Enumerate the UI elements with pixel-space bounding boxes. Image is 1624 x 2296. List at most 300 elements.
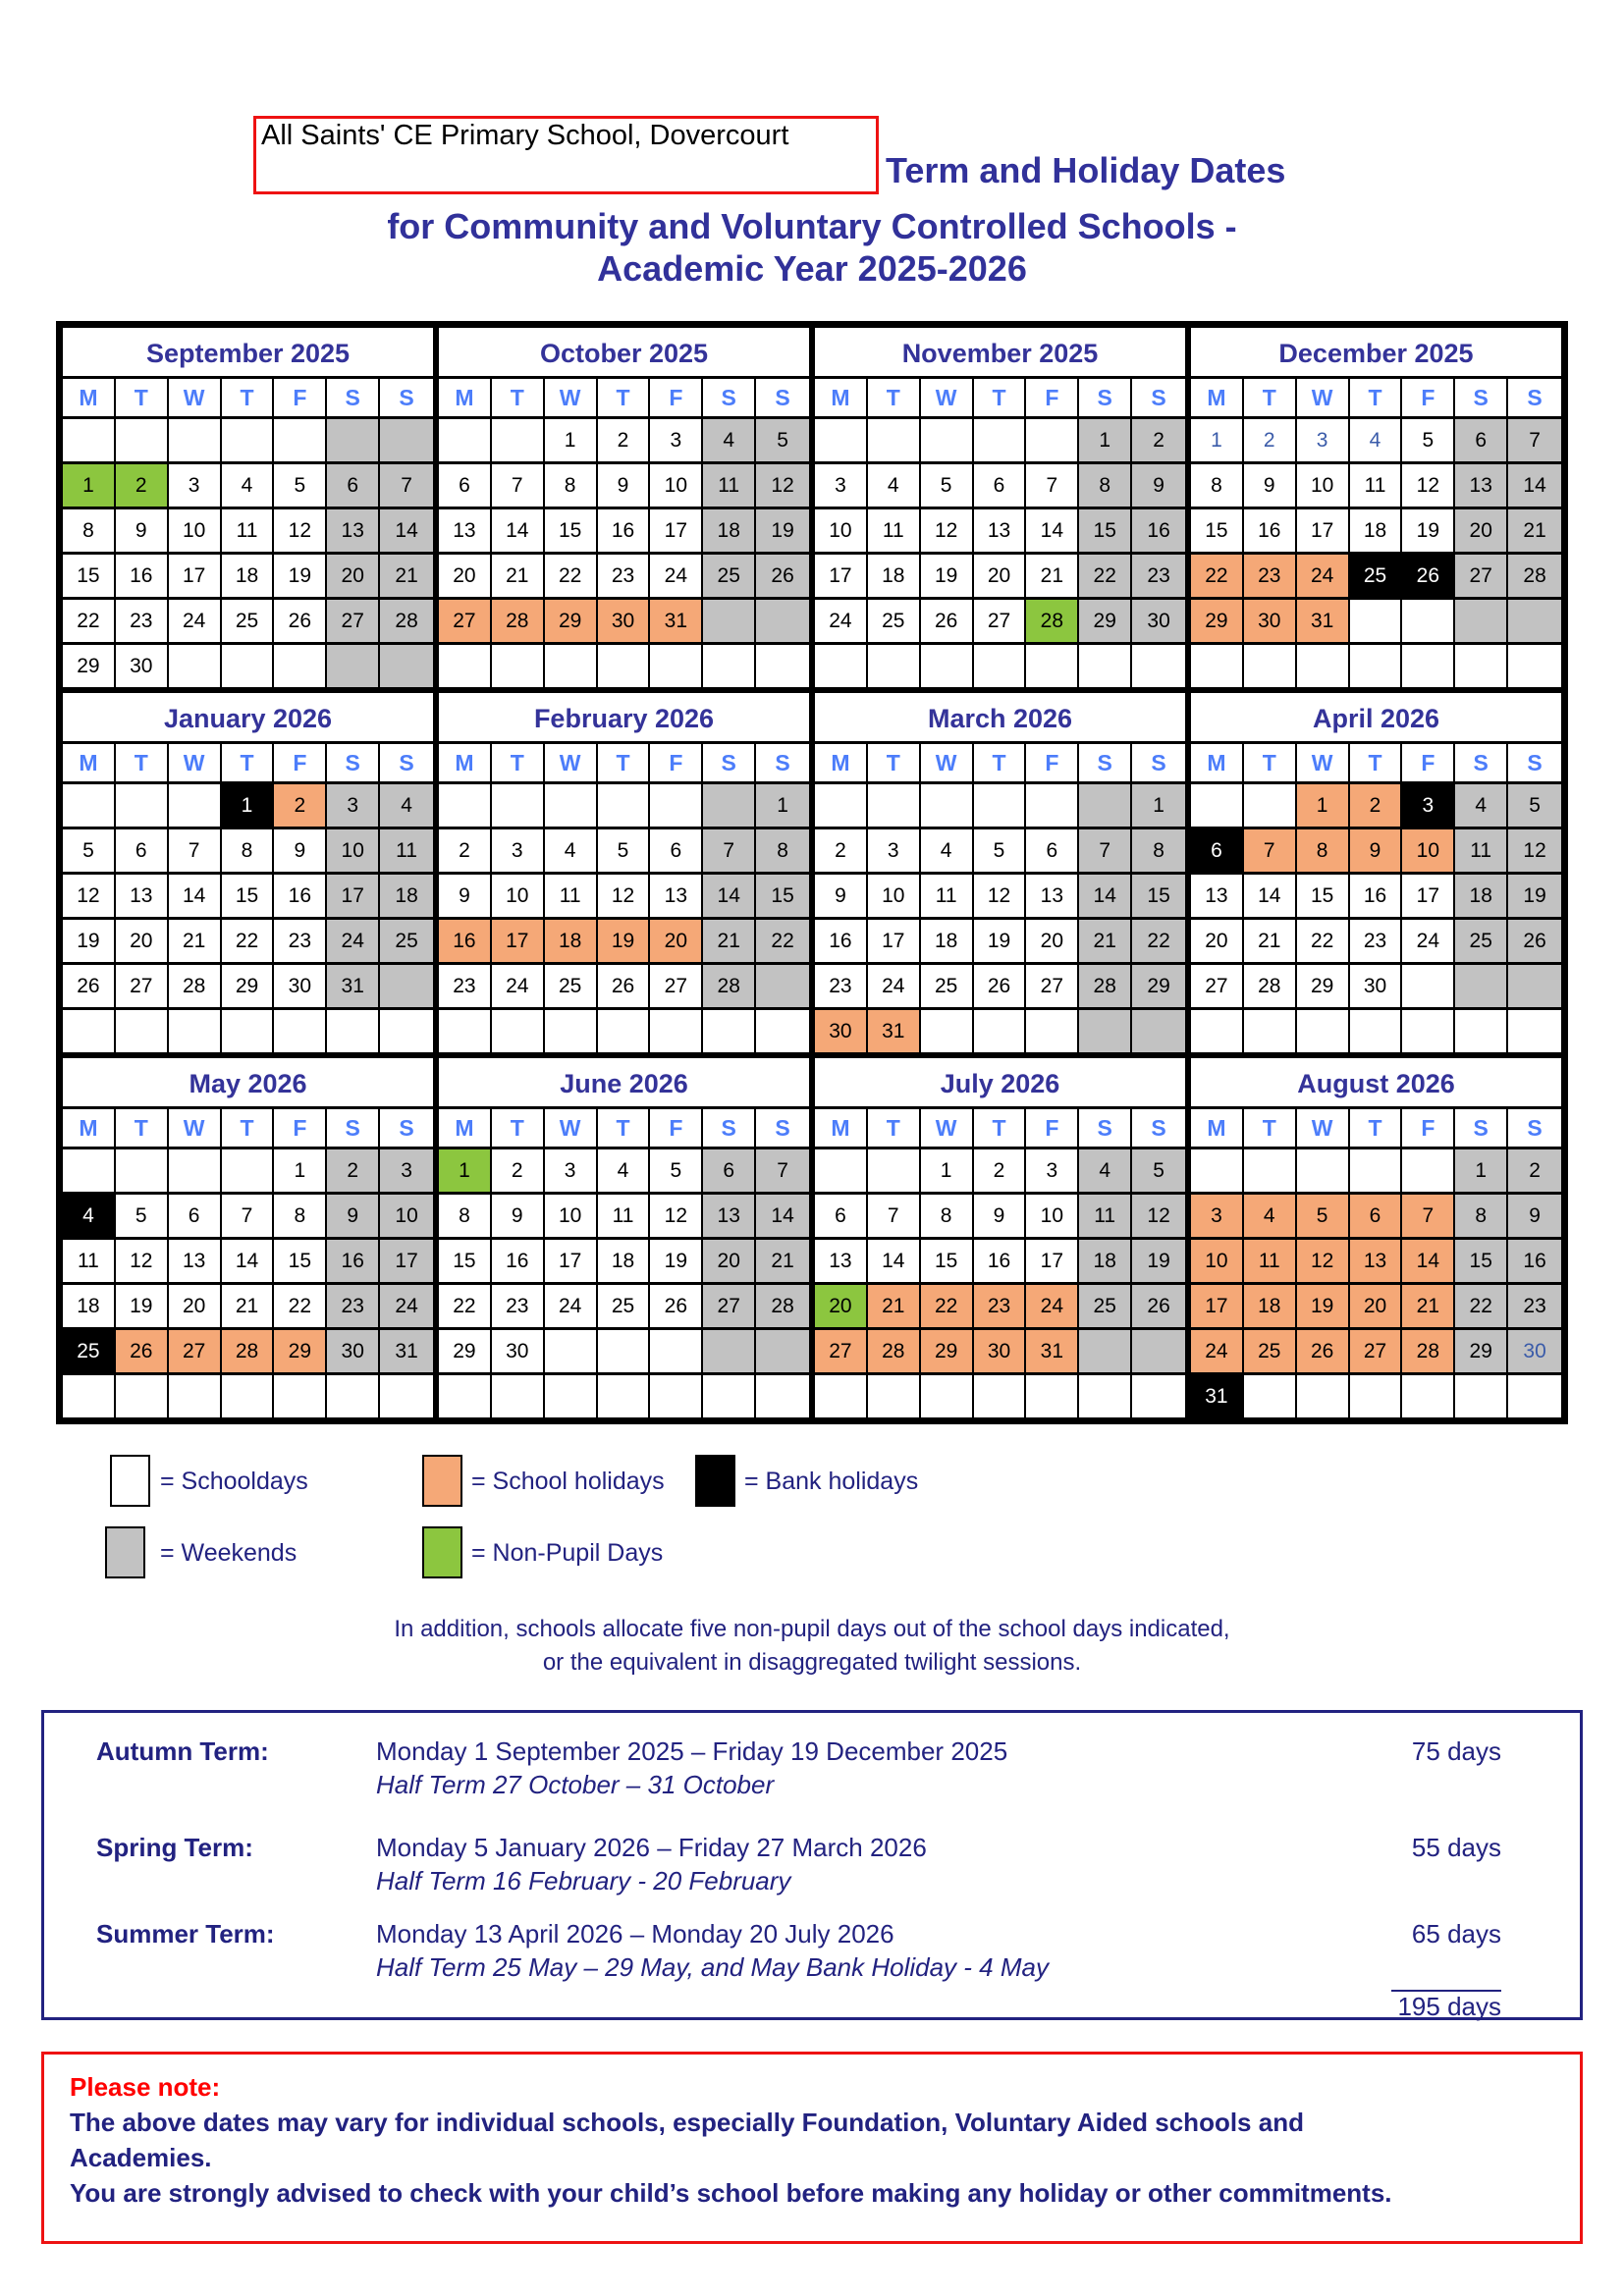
august-2026-day-13: 13 [1350,1240,1403,1282]
december-2025-day-10: 10 [1297,464,1350,507]
empty-cell [1079,1375,1132,1417]
september-2025-day-8: 8 [63,509,116,552]
week-row [1191,920,1561,965]
empty-cell [169,645,222,687]
month-title-april-2026: April 2026 [1191,693,1561,744]
dow-letter: S [1455,1109,1508,1147]
august-2026-day-18: 18 [1244,1285,1297,1327]
empty-cell [1244,645,1297,687]
november-2025-day-21: 21 [1026,555,1079,597]
may-2026-day-18: 18 [63,1285,116,1327]
week-row [1191,1375,1561,1417]
december-2025-day-2: 2 [1244,419,1297,461]
march-2026-day-12: 12 [974,875,1027,917]
december-2025-day-16: 16 [1244,509,1297,552]
january-2026-day-27: 27 [116,965,169,1007]
october-2025-day-17: 17 [650,509,703,552]
week-row [63,1149,433,1195]
empty-cell [974,1375,1027,1417]
september-2025-day-11: 11 [222,509,275,552]
dow-letter: S [756,744,809,781]
january-2026-day-13: 13 [116,875,169,917]
dow-letter: W [1297,379,1350,416]
month-title-may-2026: May 2026 [63,1058,433,1109]
empty-cell [1508,645,1561,687]
august-2026-day-3: 3 [1191,1195,1244,1237]
august-2026-day-22: 22 [1455,1285,1508,1327]
may-2026-day-7: 7 [222,1195,275,1237]
week-row [439,555,809,600]
dow-letter: S [1508,744,1561,781]
may-2026-day-13: 13 [169,1240,222,1282]
november-2025-day-4: 4 [868,464,921,507]
november-2025-day-25: 25 [868,600,921,642]
may-2026-day-10: 10 [380,1195,433,1237]
dow-letter: F [1026,379,1079,416]
dow-letter: T [598,1109,651,1147]
february-2026-day-3: 3 [492,829,545,872]
december-2025-day-4: 4 [1350,419,1403,461]
dow-letter: S [756,379,809,416]
empty-cell [815,1375,868,1417]
april-2026-day-14: 14 [1244,875,1297,917]
may-2026-day-11: 11 [63,1240,116,1282]
may-2026-day-4: 4 [63,1195,116,1237]
dow-letter: M [1191,744,1244,781]
week-row [439,829,809,875]
empty-cell [327,1010,380,1052]
may-2026-day-25: 25 [63,1330,116,1372]
february-2026-day-18: 18 [545,920,598,962]
week-row [815,464,1185,509]
dow-letter: M [439,379,492,416]
week-row [1191,965,1561,1010]
dow-letter: T [974,379,1027,416]
month-title-september-2025: September 2025 [63,328,433,379]
week-row [1191,1149,1561,1195]
august-2026-day-14: 14 [1402,1240,1455,1282]
march-2026-day-27: 27 [1026,965,1079,1007]
empty-cell [545,1375,598,1417]
dow-letter: T [868,379,921,416]
april-2026-day-12: 12 [1508,829,1561,872]
empty-cell [274,1375,327,1417]
week-row [63,1375,433,1417]
april-2026-day-9: 9 [1350,829,1403,872]
empty-cell [1079,1330,1132,1372]
dow-letter: S [1508,379,1561,416]
july-2026-day-17: 17 [1026,1240,1079,1282]
dow-letter: S [380,744,433,781]
dow-letter: S [1455,744,1508,781]
week-row [439,1149,809,1195]
dow-letter: F [274,744,327,781]
may-2026-day-6: 6 [169,1195,222,1237]
december-2025-day-28: 28 [1508,555,1561,597]
week-row [815,1285,1185,1330]
empty-cell [1508,600,1561,642]
april-2026-day-1: 1 [1297,784,1350,827]
dow-letter: S [1132,1109,1185,1147]
week-row [439,1240,809,1285]
july-2026-day-1: 1 [921,1149,974,1192]
dow-letter: T [116,744,169,781]
empty-cell [703,1330,756,1372]
empty-cell [1132,1330,1185,1372]
dow-letter: S [703,379,756,416]
may-2026-day-16: 16 [327,1240,380,1282]
march-2026-day-30: 30 [815,1010,868,1052]
february-2026-day-11: 11 [545,875,598,917]
july-2026-day-23: 23 [974,1285,1027,1327]
october-2025-day-20: 20 [439,555,492,597]
month-april-2026 [1188,690,1564,1055]
empty-cell [815,645,868,687]
page-title-line2: for Community and Voluntary Controlled Schools - [387,206,1237,246]
non-pupil-days-swatch [422,1526,462,1578]
april-2026-day-21: 21 [1244,920,1297,962]
february-2026-day-22: 22 [756,920,809,962]
july-2026-day-5: 5 [1132,1149,1185,1192]
march-2026-day-25: 25 [921,965,974,1007]
june-2026-day-19: 19 [650,1240,703,1282]
november-2025-day-16: 16 [1132,509,1185,552]
january-2026-day-16: 16 [274,875,327,917]
august-2026-day-4: 4 [1244,1195,1297,1237]
empty-cell [1026,1375,1079,1417]
october-2025-day-23: 23 [598,555,651,597]
empty-cell [1455,965,1508,1007]
september-2025-day-29: 29 [63,645,116,687]
june-2026-day-21: 21 [756,1240,809,1282]
week-row [815,600,1185,645]
dow-letter: T [868,744,921,781]
empty-cell [222,1375,275,1417]
empty-cell [1350,1375,1403,1417]
november-2025-day-10: 10 [815,509,868,552]
december-2025-day-21: 21 [1508,509,1561,552]
week-row [63,920,433,965]
empty-cell [1191,1149,1244,1192]
day-of-week-header [815,1109,1185,1149]
month-november-2025 [812,325,1188,690]
march-2026-day-5: 5 [974,829,1027,872]
schooldays-label: = Schooldays [160,1468,308,1495]
april-2026-day-16: 16 [1350,875,1403,917]
day-of-week-header [439,1109,809,1149]
april-2026-day-8: 8 [1297,829,1350,872]
december-2025-day-1: 1 [1191,419,1244,461]
july-2026-day-14: 14 [868,1240,921,1282]
december-2025-day-18: 18 [1350,509,1403,552]
july-2026-day-31: 31 [1026,1330,1079,1372]
week-row [1191,829,1561,875]
dow-letter: T [222,1109,275,1147]
october-2025-day-8: 8 [545,464,598,507]
empty-cell [1079,784,1132,827]
december-2025-day-22: 22 [1191,555,1244,597]
october-2025-day-29: 29 [545,600,598,642]
dow-letter: W [921,1109,974,1147]
month-august-2026 [1188,1055,1564,1420]
september-2025-day-25: 25 [222,600,275,642]
week-row [63,829,433,875]
month-title-august-2026: August 2026 [1191,1058,1561,1109]
january-2026-day-12: 12 [63,875,116,917]
empty-cell [868,784,921,827]
week-row [1191,1010,1561,1052]
empty-cell [868,419,921,461]
january-2026-day-20: 20 [116,920,169,962]
october-2025-day-11: 11 [703,464,756,507]
please-note-line2: Academies. [70,2143,212,2172]
month-may-2026 [60,1055,436,1420]
empty-cell [650,1330,703,1372]
april-2026-day-4: 4 [1455,784,1508,827]
week-row [439,1010,809,1052]
february-2026-day-14: 14 [703,875,756,917]
term-dates-box [41,1710,1583,2020]
page-title-line3: Academic Year 2025-2026 [597,248,1027,289]
february-2026-day-17: 17 [492,920,545,962]
june-2026-day-17: 17 [545,1240,598,1282]
empty-cell [868,1375,921,1417]
december-2025-day-9: 9 [1244,464,1297,507]
week-row [63,509,433,555]
december-2025-day-25: 25 [1350,555,1403,597]
may-2026-day-20: 20 [169,1285,222,1327]
empty-cell [1402,600,1455,642]
may-2026-day-30: 30 [327,1330,380,1372]
empty-cell [1455,1375,1508,1417]
march-2026-day-1: 1 [1132,784,1185,827]
dow-letter: S [703,1109,756,1147]
may-2026-day-21: 21 [222,1285,275,1327]
april-2026-day-22: 22 [1297,920,1350,962]
dow-letter: F [1402,1109,1455,1147]
april-2026-day-7: 7 [1244,829,1297,872]
july-2026-day-25: 25 [1079,1285,1132,1327]
march-2026-day-3: 3 [868,829,921,872]
empty-cell [274,1010,327,1052]
empty-cell [815,784,868,827]
november-2025-day-28: 28 [1026,600,1079,642]
august-2026-day-24: 24 [1191,1330,1244,1372]
empty-cell [545,784,598,827]
empty-cell [598,1375,651,1417]
dow-letter: S [703,744,756,781]
dow-letter: T [1244,379,1297,416]
january-2026-day-6: 6 [116,829,169,872]
dow-letter: S [1132,379,1185,416]
april-2026-day-17: 17 [1402,875,1455,917]
december-2025-day-30: 30 [1244,600,1297,642]
march-2026-day-4: 4 [921,829,974,872]
april-2026-day-5: 5 [1508,784,1561,827]
may-2026-day-28: 28 [222,1330,275,1372]
dow-letter: S [1079,379,1132,416]
dow-letter: M [815,1109,868,1147]
august-2026-day-12: 12 [1297,1240,1350,1282]
september-2025-day-3: 3 [169,464,222,507]
november-2025-day-26: 26 [921,600,974,642]
week-row [439,600,809,645]
empty-cell [1079,1010,1132,1052]
july-2026-day-3: 3 [1026,1149,1079,1192]
july-2026-day-13: 13 [815,1240,868,1282]
september-2025-day-15: 15 [63,555,116,597]
dow-letter: F [274,1109,327,1147]
empty-cell [1191,645,1244,687]
july-2026-day-22: 22 [921,1285,974,1327]
january-2026-day-1: 1 [222,784,275,827]
september-2025-day-26: 26 [274,600,327,642]
dow-letter: F [274,379,327,416]
empty-cell [380,965,433,1007]
week-row [1191,784,1561,829]
week-row [63,1330,433,1375]
june-2026-day-15: 15 [439,1240,492,1282]
january-2026-day-5: 5 [63,829,116,872]
november-2025-day-12: 12 [921,509,974,552]
empty-cell [492,419,545,461]
empty-cell [1455,1010,1508,1052]
empty-cell [921,1010,974,1052]
july-2026-day-24: 24 [1026,1285,1079,1327]
october-2025-day-30: 30 [598,600,651,642]
october-2025-day-3: 3 [650,419,703,461]
june-2026-day-29: 29 [439,1330,492,1372]
empty-cell [1244,1375,1297,1417]
week-row [63,645,433,687]
dow-letter: T [598,744,651,781]
week-row [815,509,1185,555]
summer-term-days: 65 days [1411,1919,1501,1949]
december-2025-day-31: 31 [1297,600,1350,642]
empty-cell [116,419,169,461]
dow-letter: T [974,1109,1027,1147]
week-row [439,464,809,509]
school-holidays-swatch [422,1455,462,1507]
march-2026-day-21: 21 [1079,920,1132,962]
empty-cell [63,1375,116,1417]
empty-cell [921,419,974,461]
dow-letter: W [921,744,974,781]
week-row [63,1240,433,1285]
week-row [439,784,809,829]
december-2025-day-29: 29 [1191,600,1244,642]
january-2026-day-22: 22 [222,920,275,962]
june-2026-day-12: 12 [650,1195,703,1237]
empty-cell [63,419,116,461]
dow-letter: S [380,379,433,416]
empty-cell [169,784,222,827]
august-2026-day-17: 17 [1191,1285,1244,1327]
may-2026-day-2: 2 [327,1149,380,1192]
empty-cell [222,1010,275,1052]
march-2026-day-13: 13 [1026,875,1079,917]
august-2026-day-23: 23 [1508,1285,1561,1327]
october-2025-day-16: 16 [598,509,651,552]
empty-cell [1191,784,1244,827]
empty-cell [1508,965,1561,1007]
week-row [1191,875,1561,920]
empty-cell [1191,1010,1244,1052]
dow-letter: S [327,744,380,781]
empty-cell [598,1010,651,1052]
november-2025-day-9: 9 [1132,464,1185,507]
november-2025-day-22: 22 [1079,555,1132,597]
september-2025-day-14: 14 [380,509,433,552]
school-holidays-label: = School holidays [471,1468,665,1495]
august-2026-day-25: 25 [1244,1330,1297,1372]
september-2025-day-27: 27 [327,600,380,642]
month-july-2026 [812,1055,1188,1420]
june-2026-day-4: 4 [598,1149,651,1192]
april-2026-day-15: 15 [1297,875,1350,917]
empty-cell [1402,1010,1455,1052]
empty-cell [756,1330,809,1372]
december-2025-day-23: 23 [1244,555,1297,597]
august-2026-day-31: 31 [1191,1375,1244,1417]
september-2025-day-20: 20 [327,555,380,597]
march-2026-day-10: 10 [868,875,921,917]
september-2025-day-2: 2 [116,464,169,507]
october-2025-day-13: 13 [439,509,492,552]
week-row [63,1285,433,1330]
empty-cell [703,1375,756,1417]
empty-cell [63,784,116,827]
dow-letter: W [921,379,974,416]
dow-letter: W [169,379,222,416]
empty-cell [1026,784,1079,827]
august-2026-day-26: 26 [1297,1330,1350,1372]
month-june-2026 [436,1055,812,1420]
dow-letter: W [169,744,222,781]
march-2026-day-20: 20 [1026,920,1079,962]
november-2025-day-19: 19 [921,555,974,597]
empty-cell [492,1010,545,1052]
november-2025-day-6: 6 [974,464,1027,507]
month-january-2026 [60,690,436,1055]
june-2026-day-24: 24 [545,1285,598,1327]
august-2026-day-10: 10 [1191,1240,1244,1282]
summer-half-term: Half Term 25 May – 29 May, and May Bank Holiday - 4 May [376,1952,1049,1982]
december-2025-day-17: 17 [1297,509,1350,552]
dow-letter: T [1244,1109,1297,1147]
empty-cell [439,645,492,687]
october-2025-day-2: 2 [598,419,651,461]
march-2026-day-15: 15 [1132,875,1185,917]
dow-letter: F [1402,744,1455,781]
day-of-week-header [1191,379,1561,419]
empty-cell [1132,1375,1185,1417]
dow-letter: T [868,1109,921,1147]
empty-cell [974,784,1027,827]
empty-cell [1402,645,1455,687]
week-row [439,1285,809,1330]
dow-letter: S [1079,1109,1132,1147]
empty-cell [1402,1149,1455,1192]
june-2026-day-16: 16 [492,1240,545,1282]
week-row [815,645,1185,687]
bank-holidays-swatch [695,1455,735,1507]
november-2025-day-2: 2 [1132,419,1185,461]
empty-cell [222,1149,275,1192]
march-2026-day-26: 26 [974,965,1027,1007]
dow-letter: S [1455,379,1508,416]
march-2026-day-16: 16 [815,920,868,962]
